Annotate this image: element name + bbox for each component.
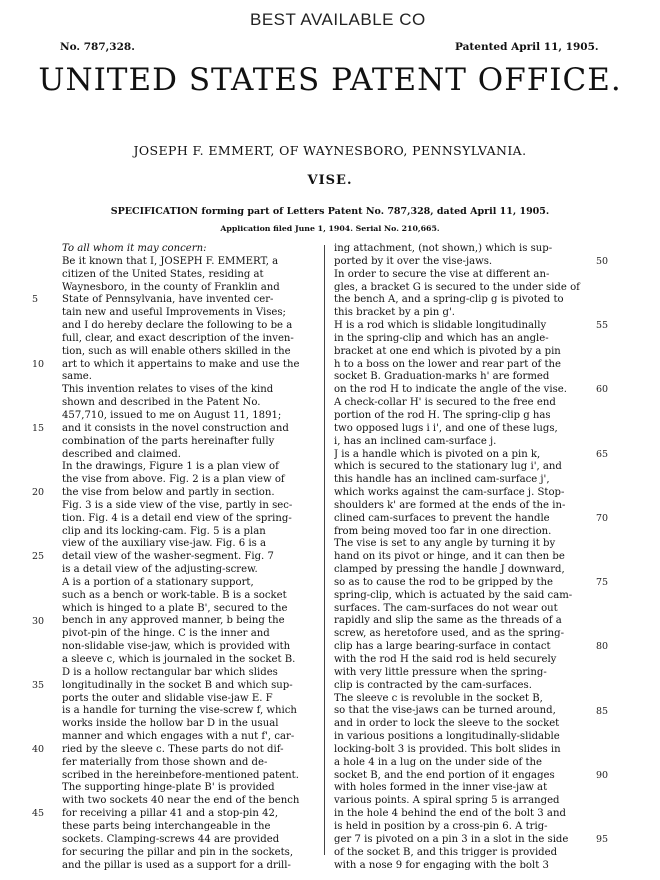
text-line: sockets. Clamping-screws 44 are provided: [62, 833, 280, 845]
text-line: ried by the sleeve c. These parts do not dif-: [62, 743, 284, 755]
line-number: 50: [596, 255, 609, 267]
line-number: 25: [32, 551, 45, 563]
text-line: tion. Fig. 4 is a detail end view of the spring-: [62, 512, 292, 524]
line-number: 70: [596, 512, 609, 524]
text-line: clip is contracted by the cam-surfaces.: [334, 679, 532, 691]
text-line: full, clear, and exact description of the inven-: [62, 332, 294, 344]
text-line: ported by it over the vise-jaws.: [334, 255, 493, 267]
line-number: 75: [596, 577, 609, 589]
text-line: is a detail view of the adjusting-screw.: [62, 564, 258, 576]
text-line: shown and described in the Patent No.: [62, 397, 261, 409]
text-line: In order to secure the vise at different an-: [334, 268, 550, 280]
text-line: which is hinged to a plate B', secured to the: [62, 602, 288, 614]
column-divider: [324, 245, 325, 855]
line-number: 5: [32, 294, 39, 306]
text-line: To all whom it may concern:: [62, 243, 207, 254]
text-line: detail view of the washer-segment. Fig. 7: [62, 551, 274, 563]
text-line: hand on its pivot or hinge, and it can then be: [334, 551, 565, 563]
right-text-column: [334, 243, 589, 872]
text-line: fer materially from those shown and de-: [62, 756, 268, 768]
line-number: 85: [596, 705, 609, 717]
patent-number: No. 787,328.: [60, 41, 135, 53]
text-line: socket B. Graduation-marks h' are formed: [334, 371, 550, 383]
text-line: Fig. 3 is a side view of the vise, partly in sec-: [62, 499, 293, 511]
text-line: clip and its locking-cam. Fig. 5 is a plan: [62, 525, 266, 537]
line-number: 15: [32, 422, 45, 434]
line-number: 30: [32, 615, 45, 627]
patented-date: Patented April 11, 1905.: [455, 41, 599, 53]
text-line: for receiving a pillar 41 and a stop-pin 42,: [62, 808, 279, 820]
text-line: in various positions a longitudinally-slidable: [334, 731, 560, 743]
text-line: scribed in the hereinbefore-mentioned patent.: [62, 769, 299, 781]
text-line: shoulders k' are formed at the ends of the in-: [334, 499, 566, 511]
text-line: clined cam-surfaces to prevent the handle: [334, 512, 550, 524]
text-line: surfaces. The cam-surfaces do not wear out: [334, 602, 558, 614]
text-line: a sleeve c, which is journaled in the socket B.: [62, 654, 296, 665]
text-line: various points. A spiral spring 5 is arranged: [334, 795, 560, 807]
specification-line: SPECIFICATION forming part of Letters Patent No. 787,328, dated April 11, 1905.: [110, 206, 550, 217]
text-line: in the spring-clip and which has an angle-: [334, 332, 549, 344]
text-line: and in order to lock the sleeve to the socket: [334, 718, 560, 730]
text-line: bench in any approved manner, b being the: [62, 615, 285, 627]
text-line: locking-bolt 3 is provided. This bolt slides in: [334, 743, 561, 755]
text-line: rapidly and slip the same as the threads of a: [334, 615, 562, 627]
text-line: h to a boss on the lower and rear part of the: [334, 358, 562, 370]
availability-stamp: BEST AVAILABLE CO: [250, 10, 426, 29]
text-line: longitudinally in the socket B and which sup-: [62, 679, 293, 691]
text-line: 457,710, issued to me on August 11, 1891;: [62, 409, 282, 421]
text-line: which works against the cam-surface j. Stop-: [334, 487, 565, 499]
text-line: so as to cause the rod to be gripped by the: [334, 576, 554, 588]
text-line: citizen of the United States, residing at: [62, 268, 264, 280]
text-line: is a handle for turning the vise-screw f, which: [62, 705, 297, 717]
text-line: with two sockets 40 near the end of the bench: [62, 795, 300, 807]
text-line: and it consists in the novel construction and: [62, 422, 289, 434]
text-line: ing attachment, (not shown,) which is sup-: [334, 243, 553, 254]
line-number: 80: [596, 641, 609, 653]
text-line: State of Pennsylvania, have invented cer-: [62, 294, 274, 306]
line-number: 90: [596, 769, 609, 781]
text-line: described and claimed.: [62, 448, 181, 460]
text-line: The sleeve c is revoluble in the socket B,: [334, 692, 543, 704]
text-line: with holes formed in the inner vise-jaw at: [334, 782, 548, 794]
text-line: view of the auxiliary vise-jaw. Fig. 6 is a: [62, 538, 267, 550]
text-line: i, has an inclined cam-surface j.: [334, 435, 497, 447]
line-number: 95: [596, 834, 609, 846]
line-number: 45: [32, 808, 45, 820]
text-line: J is a handle which is pivoted on a pin k,: [334, 448, 541, 460]
text-line: combination of the parts hereinafter fully: [62, 435, 275, 447]
text-line: spring-clip, which is actuated by the said cam-: [334, 589, 573, 601]
text-line: clip has a large bearing-surface in contact: [334, 641, 551, 653]
text-line: of the socket B, and this trigger is provided: [334, 846, 558, 858]
text-line: manner and which engages with a nut f', car-: [62, 731, 295, 743]
text-line: tain new and useful Improvements in Vises;: [62, 307, 286, 319]
text-line: from being moved too far in one direction.: [334, 525, 552, 537]
text-line: Be it known that I, JOSEPH F. EMMERT, a: [62, 255, 279, 267]
text-line: such as a bench or work-table. B is a socket: [62, 589, 287, 601]
text-line: same.: [62, 371, 92, 383]
subject-heading: VISE.: [307, 173, 353, 188]
line-number: 40: [32, 744, 45, 756]
text-line: on the rod H to indicate the angle of the vise.: [334, 384, 567, 396]
text-line: a hole 4 in a lug on the under side of the: [334, 756, 543, 768]
text-line: so that the vise-jaws can be turned around,: [334, 705, 556, 717]
line-number: 20: [32, 487, 45, 499]
line-number: 65: [596, 448, 609, 460]
text-line: H is a rod which is slidable longitudinally: [334, 320, 547, 332]
line-number: 10: [32, 358, 45, 370]
text-line: with a nose 9 for engaging with the bolt 3: [334, 859, 549, 871]
text-line: The supporting hinge-plate B' is provided: [62, 782, 275, 794]
text-line: A check-collar H' is secured to the free end: [334, 397, 556, 409]
text-line: bracket at one end which is pivoted by a pin: [334, 345, 561, 357]
text-line: The vise is set to any angle by turning it by: [334, 538, 556, 550]
text-line: This invention relates to vises of the kind: [62, 384, 274, 396]
text-line: two opposed lugs i i', and one of these lugs,: [334, 422, 558, 434]
line-number: 55: [596, 320, 609, 332]
text-line: D is a hollow rectangular bar which slides: [62, 666, 278, 678]
text-line: In the drawings, Figure 1 is a plan view of: [62, 461, 279, 473]
text-line: socket B, and the end portion of it engages: [334, 769, 555, 781]
text-line: these parts being interchangeable in the: [62, 820, 271, 832]
text-line: the vise from below and partly in section.: [62, 487, 275, 499]
office-title: UNITED STATES PATENT OFFICE.: [38, 62, 622, 98]
line-number: 60: [596, 384, 609, 396]
text-line: clamped by pressing the handle J downward,: [334, 564, 565, 576]
application-line: Application filed June 1, 1904. Serial No. 210,665.: [220, 224, 440, 233]
line-number: 35: [32, 679, 45, 691]
text-line: and I do hereby declare the following to be a: [62, 320, 293, 332]
text-line: this bracket by a pin g'.: [334, 307, 455, 319]
text-line: gles, a bracket G is secured to the under side of: [334, 281, 580, 293]
text-line: pivot-pin of the hinge. C is the inner and: [62, 628, 270, 640]
text-line: for securing the pillar and pin in the sockets,: [62, 846, 294, 858]
text-line: art to which it appertains to make and use the: [62, 358, 300, 370]
text-line: Waynesboro, in the county of Franklin and: [62, 281, 280, 293]
text-line: works inside the hollow bar D in the usual: [62, 718, 279, 730]
text-line: A is a portion of a stationary support,: [62, 576, 254, 588]
text-line: ports the outer and slidable vise-jaw E. F: [62, 692, 273, 704]
text-line: which is secured to the stationary lug i', and: [334, 461, 562, 473]
text-line: is held in position by a cross-pin 6. A trig-: [334, 820, 548, 832]
inventor-line: JOSEPH F. EMMERT, OF WAYNESBORO, PENNSYLVANIA.: [133, 143, 527, 158]
text-line: this handle has an inclined cam-surface j',: [334, 474, 550, 486]
text-line: in the hole 4 behind the end of the bolt 3 and: [334, 808, 566, 820]
text-line: ger 7 is pivoted on a pin 3 in a slot in the side: [334, 833, 569, 845]
text-line: non-slidable vise-jaw, which is provided with: [62, 641, 291, 653]
text-line: with the rod H the said rod is held securely: [334, 654, 557, 665]
text-line: screw, as heretofore used, and as the spring-: [334, 628, 565, 640]
left-text-column: [62, 243, 317, 872]
text-line: the vise from above. Fig. 2 is a plan view of: [62, 474, 285, 486]
text-line: tion, such as will enable others skilled in the: [62, 345, 291, 357]
text-line: with very little pressure when the spring-: [334, 666, 547, 678]
text-line: portion of the rod H. The spring-clip g has: [334, 409, 551, 421]
text-line: and the pillar is used as a support for a drill-: [62, 859, 291, 871]
text-line: the bench A, and a spring-clip g is pivoted to: [334, 294, 564, 306]
